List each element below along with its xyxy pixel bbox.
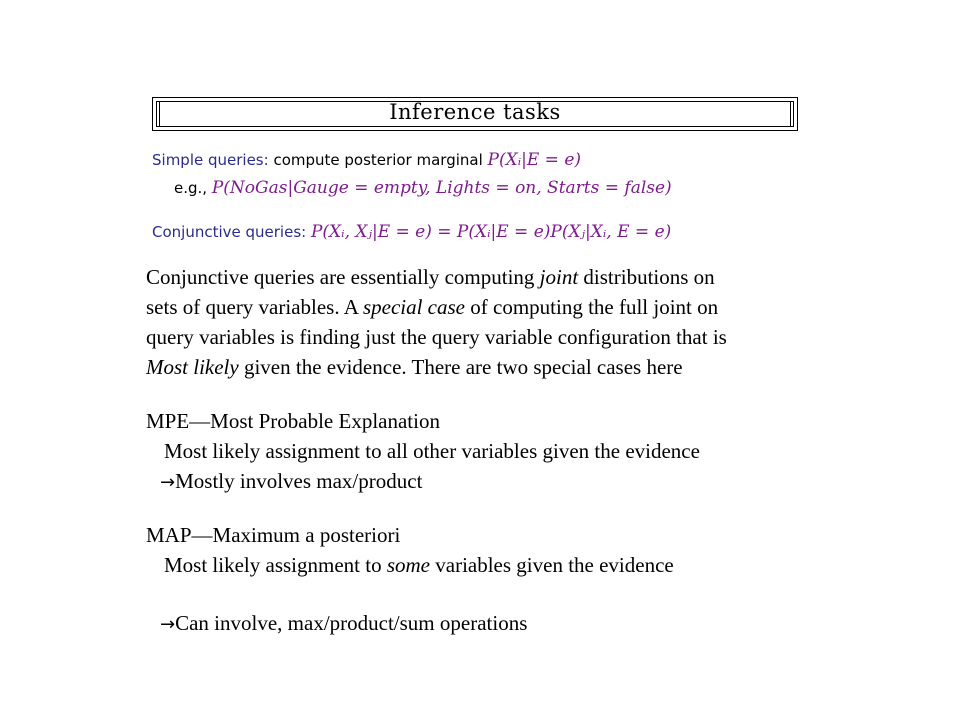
mpe-heading: MPE—Most Probable Explanation: [146, 409, 440, 433]
paragraph-line-3: query variables is finding just the query variable configuration that is: [146, 325, 727, 349]
title-box: [152, 97, 798, 131]
slide-title: Inference tasks: [389, 100, 561, 124]
simple-queries-line: [152, 150, 581, 170]
paragraph-line-2: sets of query variables. A special case of computing the full joint on: [146, 295, 719, 319]
simple-queries-label: Simple queries:: [152, 151, 269, 169]
map-description: Most likely assignment to some variables given the evidence: [164, 553, 674, 577]
conjunctive-queries-label: Conjunctive queries:: [152, 223, 307, 241]
example-label: e.g.,: [174, 179, 208, 197]
conjunctive-queries-line: [152, 222, 671, 242]
right-arrow-icon: →: [160, 614, 176, 635]
simple-queries-formula: P(Xᵢ|E = e): [487, 150, 582, 170]
map-heading: MAP—Maximum a posteriori: [146, 523, 401, 547]
map-section: [146, 520, 826, 580]
explanation-paragraph: [146, 262, 826, 382]
map-note: →Can involve, max/product/sum operations: [160, 611, 528, 635]
example-formula: P(NoGas|Gauge = empty, Lights = on, Starts = false): [211, 178, 672, 198]
map-note-section: [146, 608, 826, 640]
simple-queries-desc: compute posterior marginal: [273, 151, 483, 169]
example-line: [174, 178, 672, 198]
mpe-section: [146, 406, 826, 498]
right-arrow-icon: →: [160, 472, 176, 493]
paragraph-line-1: Conjunctive queries are essentially computing joint distributions on: [146, 265, 715, 289]
paragraph-line-4: Most likely given the evidence. There are two special cases here: [146, 355, 683, 379]
mpe-description: Most likely assignment to all other variables given the evidence: [164, 439, 700, 463]
conjunctive-queries-formula: P(Xᵢ, Xⱼ|E = e) = P(Xᵢ|E = e)P(Xⱼ|Xᵢ, E = e): [310, 222, 672, 242]
mpe-note: →Mostly involves max/product: [160, 469, 423, 493]
